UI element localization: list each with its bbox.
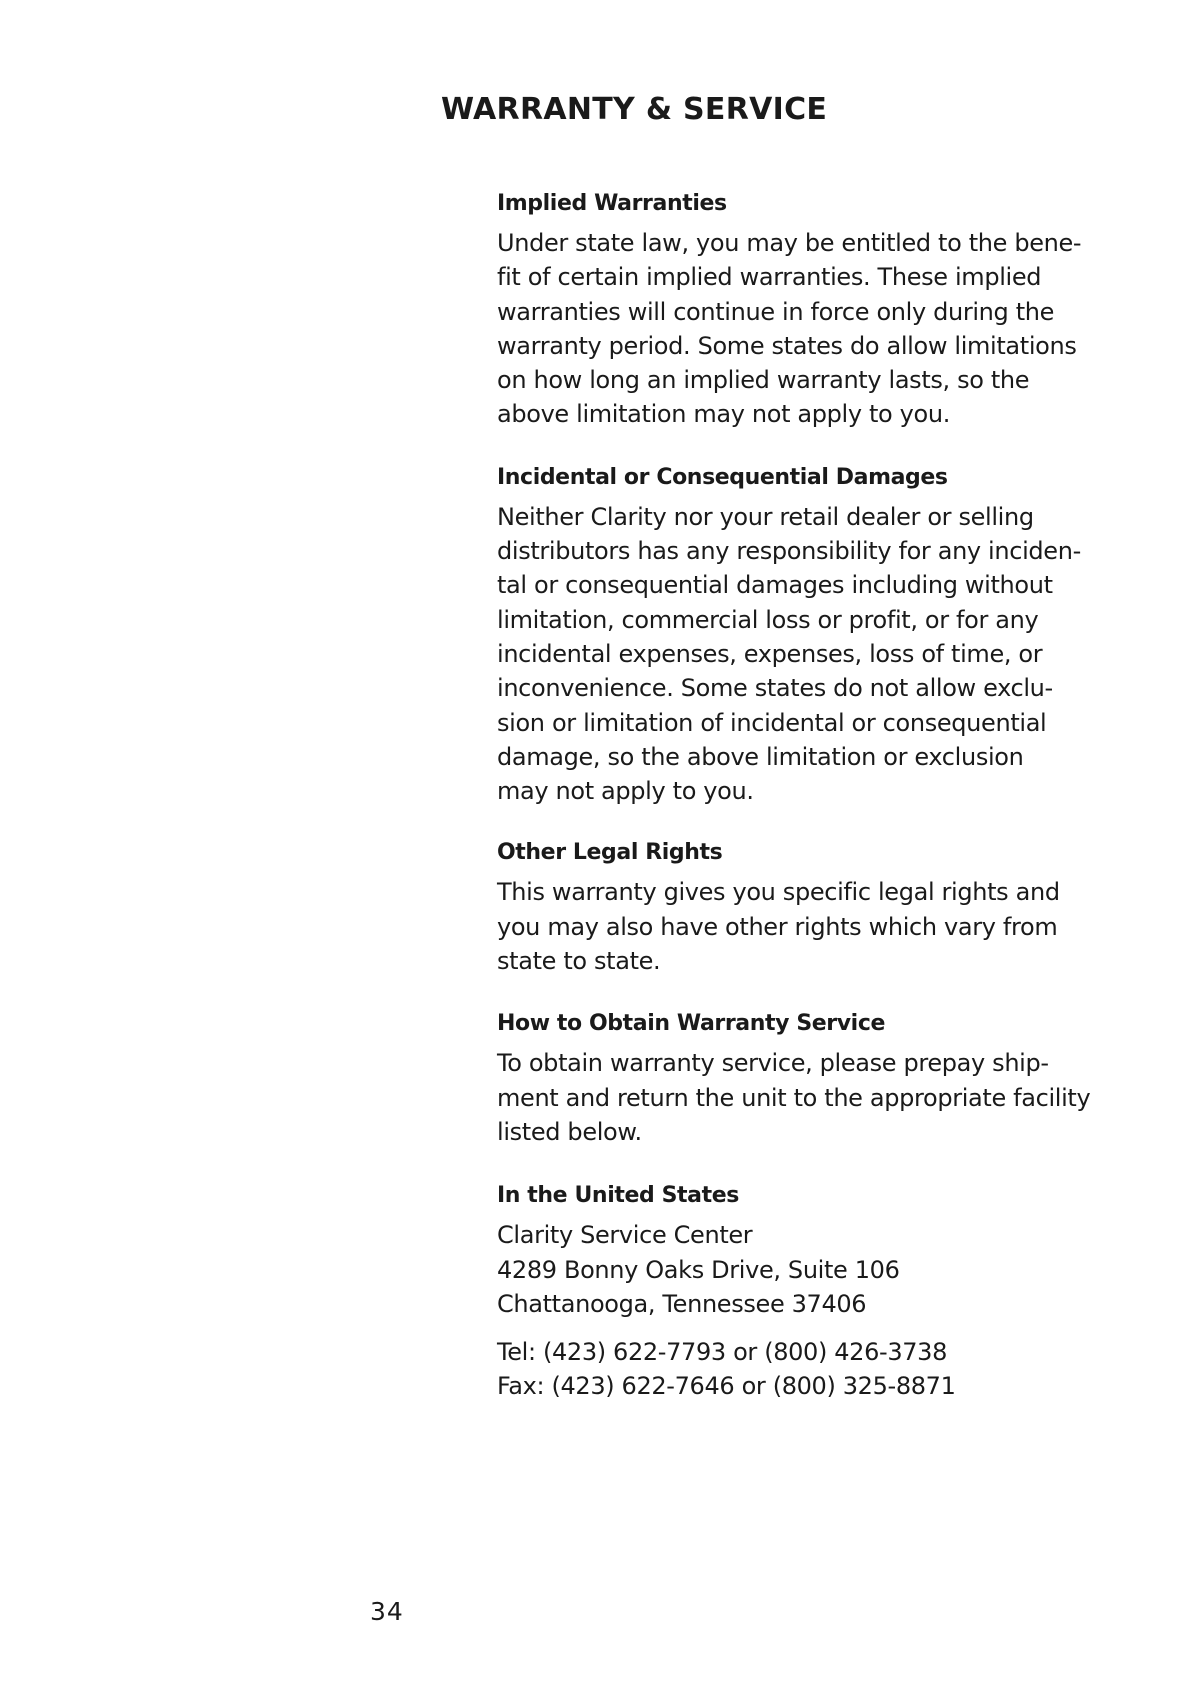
body-line: you may also have other rights which vary from xyxy=(497,912,1058,941)
body-line: ment and return the unit to the appropriate facility xyxy=(497,1083,1091,1112)
section-heading: Implied Warranties xyxy=(497,191,727,216)
page-title: WARRANTY & SERVICE xyxy=(441,92,828,127)
section-how-to-obtain-service xyxy=(497,1008,1097,1149)
section-body xyxy=(497,1046,1097,1149)
body-line: incidental expenses, expenses, loss of time, or xyxy=(497,639,1043,668)
address-line: 4289 Bonny Oaks Drive, Suite 106 xyxy=(497,1255,900,1284)
body-line: tal or consequential damages including without xyxy=(497,571,1053,600)
body-line: sion or limitation of incidental or consequential xyxy=(497,708,1047,737)
body-line: fit of certain implied warranties. These implied xyxy=(497,263,1042,292)
body-line: To obtain warranty service, please prepay ship- xyxy=(497,1049,1049,1078)
contact-numbers xyxy=(497,1335,1097,1404)
section-incidental-damages xyxy=(497,462,1097,809)
body-line: listed below. xyxy=(497,1117,642,1146)
body-line: Under state law, you may be entitled to the bene- xyxy=(497,229,1082,257)
body-line: above limitation may not apply to you. xyxy=(497,400,951,429)
body-line: This warranty gives you specific legal rights and xyxy=(497,878,1060,907)
section-heading: Other Legal Rights xyxy=(497,840,723,866)
body-line: distributors has any responsibility for any inciden- xyxy=(497,537,1081,566)
body-line: damage, so the above limitation or exclusion xyxy=(497,742,1024,771)
section-implied-warranties xyxy=(497,188,1097,432)
fax-line: Fax: (423) 622-7646 or (800) 325-8871 xyxy=(497,1372,956,1401)
service-address xyxy=(497,1218,1097,1321)
section-body xyxy=(497,875,1097,978)
body-line: warranties will continue in force only during the xyxy=(497,297,1055,326)
section-other-legal-rights xyxy=(497,837,1097,978)
section-body xyxy=(497,500,1097,809)
warranty-content xyxy=(497,188,1097,1404)
body-line: on how long an implied warranty lasts, so the xyxy=(497,366,1030,395)
section-heading: Incidental or Consequential Damages xyxy=(497,464,948,490)
body-line: inconvenience. Some states do not allow exclu- xyxy=(497,674,1053,703)
section-body xyxy=(497,226,1097,432)
body-line: may not apply to you. xyxy=(497,777,754,806)
address-line: Chattanooga, Tennessee 37406 xyxy=(497,1289,867,1318)
body-line: limitation, commercial loss or profit, or for any xyxy=(497,605,1039,634)
page-number: 34 xyxy=(370,1597,404,1626)
phone-line: Tel: (423) 622-7793 or (800) 426-3738 xyxy=(497,1338,948,1367)
section-united-states xyxy=(497,1180,1097,1403)
body-line: warranty period. Some states do allow limitations xyxy=(497,331,1077,360)
section-heading: How to Obtain Warranty Service xyxy=(497,1011,885,1037)
body-line: Neither Clarity nor your retail dealer or selling xyxy=(497,502,1034,531)
section-heading: In the United States xyxy=(497,1183,739,1209)
address-line: Clarity Service Center xyxy=(497,1221,753,1250)
body-line: state to state. xyxy=(497,947,661,976)
